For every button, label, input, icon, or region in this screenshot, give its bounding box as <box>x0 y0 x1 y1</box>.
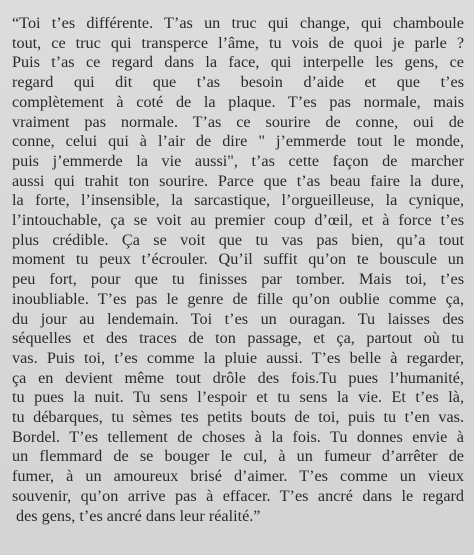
quote-text <box>12 14 464 526</box>
text-line: aussi qui trahit ton sourire. Parce que t’as beau faire la dure, <box>12 171 464 190</box>
text-line: inoubliable. T’es pas le genre de fille qu’on oublie comme ça, <box>12 289 464 308</box>
text-line: souvenir, qu’on arrive pas à effacer. T’es ancré dans le regard <box>12 486 464 505</box>
text-line: séquelles et des traces de ton passage, et ça, partout où tu <box>12 329 464 348</box>
text-line: complètement à coté de la plaque. T’es pas normale, mais <box>12 92 464 111</box>
text-line: tout, ce truc qui transperce l’âme, tu vois de quoi je parle ? <box>12 33 464 52</box>
text-line: tu pues la nuit. Tu sens l’espoir et tu sens la vie. Et t’es là, <box>12 388 464 407</box>
text-line: l’intouchable, ça se voit au premier coup d’œil, et à force t’es <box>12 211 464 230</box>
text-line: peu fort, pour que tu finisses par tomber. Mais toi, t’es <box>12 270 464 289</box>
text-line: des gens, t’es ancré dans leur réalité.” <box>16 506 261 525</box>
text-line: la forte, l’insensible, la sarcastique, l’orgueilleuse, la cynique, <box>12 191 464 210</box>
text-line: un flemmard de se bouger le cul, à un fumeur d’arrêter de <box>12 447 464 466</box>
text-line: plus crédible. Ça se voit que tu vas pas bien, qu’a tout <box>12 230 464 249</box>
text-line: regard qui dit que t’as besoin d’aide et que t’es <box>12 73 464 92</box>
text-line: conne, celui qui à l’air de dire " j’emmerde tout le monde, <box>12 132 464 151</box>
text-line: vas. Puis toi, t’es comme la pluie aussi. T’es belle à regarder, <box>12 348 464 367</box>
text-line: Puis t’as ce regard dans la face, qui interpelle les gens, ce <box>12 53 464 72</box>
text-line: “Toi t’es différente. T’as un truc qui change, qui chamboule <box>12 14 464 32</box>
text-line: puis j’emmerde la vie aussi", t’as cette façon de marcher <box>12 151 464 170</box>
text-line: Bordel. T’es tellement de choses à la fois. Tu donnes envie à <box>12 427 464 446</box>
text-line: vraiment pas normale. T’as ce sourire de conne, oui de <box>12 112 464 131</box>
text-line: fumer, à un amoureux brisé d’aimer. T’es comme un vieux <box>12 467 464 486</box>
text-line: tu débarques, tu sèmes tes petits bouts de toi, puis tu t’en vas. <box>12 408 464 427</box>
text-line: du jour au lendemain. Toi t’es un ouragan. Tu laisses des <box>12 309 464 328</box>
text-line: moment tu peux t’écrouler. Qu’il suffit qu’on te bouscule un <box>12 250 464 269</box>
text-line: ça en devient même tout drôle des fois.Tu pues l’humanité, <box>12 368 464 387</box>
